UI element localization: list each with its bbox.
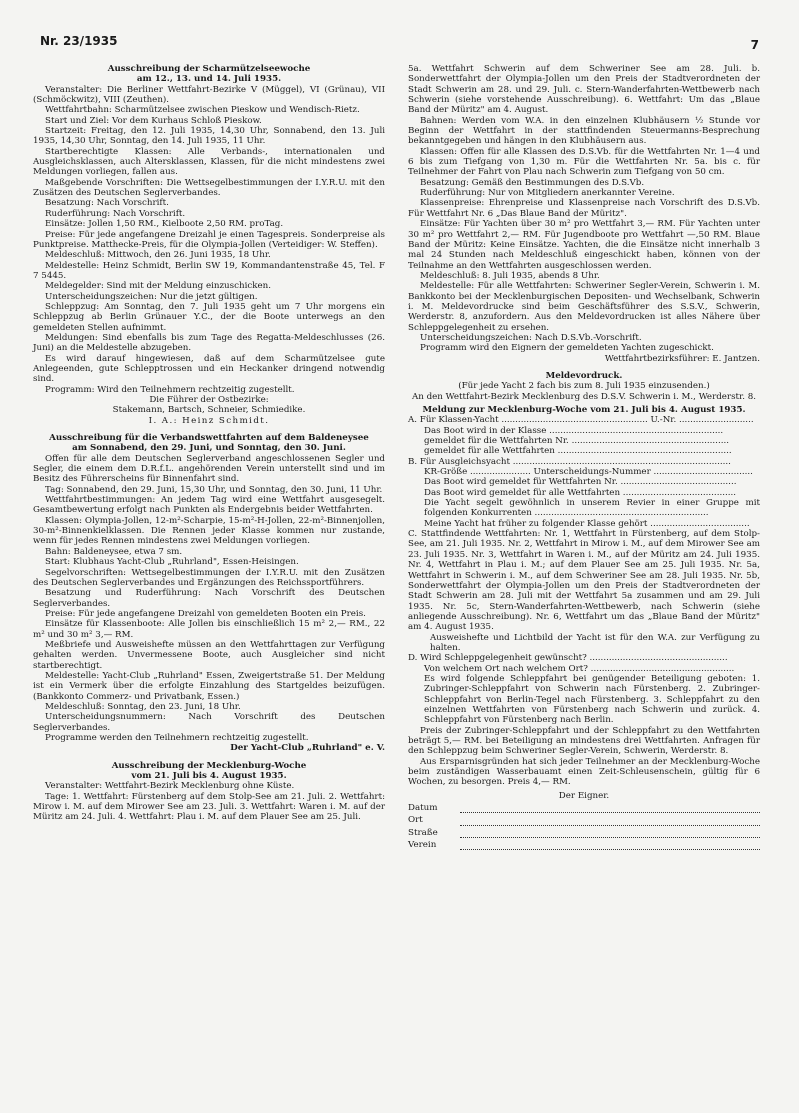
page-header [40,34,759,52]
form-line: B. Für Ausgleichsyacht ............................................................................... [408,456,731,467]
form-line: Meine Yacht hat früher zu folgender Klasse gehört .................................... [424,518,750,529]
paragraph: Klassen: Olympia-Jollen, 12-m²-Scharpie, 15-m²-H-Jollen, 22-m²-Binnenjollen, 30-m²-Binnenkielklassen. Die Rennen jeder Klasse kommen nur zustande, wenn für jedes Rennen mindestens zwei Meldungen vorliegen. [33,515,385,547]
paragraph: Preise: Für jede angefangene Dreizahl je einen Tagespreis. Sonderpreise als Punktpreise. Matthecke-Preis, für die Olympia-Jollen (Verteidiger: W. Steffen). [33,229,385,250]
sign-label: Straße [408,827,438,838]
paragraph: Meßbriefe und Ausweishefte müssen an den Wettfahrttagen zur Verfügung gehalten werden. Unvermessene Boote, auch Ausgleicher sind nicht startberechtigt. [33,639,385,671]
paragraph: Preise: Für jede angefangene Dreizahl von gemeldeten Booten ein Preis. [45,608,366,619]
issue-number: Nr. 23/1935 [40,34,118,48]
paragraph: Unterscheidungsnummern: Nach Vorschrift des Deutschen Seglerverbandes. [33,712,385,733]
paragraph: Tag: Sonnabend, den 29. Juni, 15,30 Uhr, und Sonntag, den 30. Juni, 11 Uhr. [45,484,383,495]
paragraph: Schleppzug: Am Sonntag, den 7. Juli 1935 geht um 7 Uhr morgens ein Schleppzug ab Berlin Grünauer Y.C., der die Boote unterwegs an den gemeldeten Stellen aufnimmt. [33,301,385,333]
paragraph: Programm: Wird den Teilnehmern rechtzeitig zugestellt. [45,384,295,395]
paragraph: Besatzung und Ruderführung: Nach Vorschrift des Deutschen Seglerverbandes. [33,588,385,609]
form-line: KR-Größe ...................... Unterscheidungs-Nummer .................................... [424,467,753,478]
baldeneysee-title: Ausschreibung für die Verbandswettfahrten auf dem Baldeneysee [49,433,369,444]
form-note: (Für jede Yacht 2 fach bis zum 8. Juli 1935 einzusenden.) [458,381,710,392]
paragraph: Veranstalter: Wettfahrt-Bezirk Mecklenburg ohne Küste. [45,781,295,792]
form-title: Meldevordruck. [545,370,623,381]
signature-line: I. A.: Heinz Schmidt. [148,415,270,426]
signature-line: Der Yacht-Club „Ruhrland" e. V. [230,743,385,754]
sign-row-date [408,803,760,813]
paragraph: Start und Ziel: Vor dem Kurhaus Schloß Pieskow. [45,115,262,126]
paragraph: Bahn: Baldeneysee, etwa 7 sm. [45,546,183,557]
paragraph: Meldestelle: Für alle Wettfahrten: Schweriner Segler-Verein, Schwerin i. M. Bankkonto bei der Mecklenburgischen Depositen- und Wechselbank, Schwerin i. M. Meldevordrucke sind beim Geschäftsführer des S.S.V., Schwerin, Werderstr. 8, anzufordern. Aus den Meldevordrucken ist alles Nähere über Schleppgelegenheit zu ersehen. [408,281,760,333]
form-line: Die Yacht segelt gewöhnlich in unserem Revier in einer Gruppe mit folgenden Konkurrenten ............................................................... [424,498,760,519]
scharmuetzel-title: Ausschreibung der Scharmützelseewoche [107,64,311,74]
mecklenburg-date: vom 21. Juli bis 4. August 1935. [131,771,287,782]
form-line: Ausweishefte und Lichtbild der Yacht ist für den W.A. zur Verfügung zu halten. [430,632,760,653]
form-paragraph: Aus Ersparnisgründen hat sich jeder Teilnehmer an der Mecklenburg-Woche beim zuständigen Wasserbauamt einen Zeit-Schleusenschein, gültig für 6 Wochen, zu besorgen. Preis 4,— RM. [408,756,760,788]
paragraph: Ruderführung: Nur von Mitgliedern anerkannter Vereine. [420,188,675,199]
paragraph: Bahnen: Werden vom W.A. in den einzelnen Klubhäusern ½ Stunde vor Beginn der Wettfahrt in der stattfindenden Steuermanns-Besprechung bekanntgegeben und hängen in den Klubhäusern aus. [408,115,760,147]
sign-label: Ort [408,815,423,826]
paragraph: Meldestelle: Yacht-Club „Ruhrland" Essen, Zweigertstraße 51. Der Meldung ist ein Vermerk über die erfolgte Einzahlung des Startgeldes beizufügen. (Bankkonto Commerz- und Privatbank, Essen.) [33,670,385,702]
form-line: A. Für Klassen-Yacht ..................................................... U.-Nr. ........................... [408,415,754,426]
page-number: 7 [750,38,759,52]
sign-row-street [408,828,760,838]
signature-line: Wettfahrtbezirksführer: E. Jantzen. [604,353,760,364]
paragraph: Wettfahrtbestimmungen: An jedem Tag wird eine Wettfahrt ausgesegelt. Gesamtbewertung erfolgt nach Punkten als Endergebnis beider Wettfahrten. [33,495,385,516]
paragraph: Klassen: Offen für alle Klassen des D.S.Vb. für die Wettfahrten Nr. 1—4 und 6 bis zum Tiefgang von 1,30 m. Für die Wettfahrten Nr. 5a. bis c. für Teilnehmer der Fahrt von Plau nach Schwerin zum Tiefgang von 50 cm. [408,146,760,178]
paragraph: Unterscheidungszeichen: Nach D.S.Vb.-Vorschrift. [420,332,642,343]
paragraph: Startberechtigte Klassen: Alle Verbands-, internationalen und Ausgleichsklassen, auch Altersklassen, Klassen, für die nicht mindestens zwei Meldungen vorliegen, fallen aus. [33,146,385,178]
form-paragraph: Es wird folgende Schleppfahrt bei genügender Beteiligung geboten: 1. Zubringer-Schleppfahrt von Schwerin nach Fürstenberg. 2. Zubringer-Schleppfahrt von Berlin-Tegel nach Fürstenberg. 3. Schleppfahrt zu den einzelnen Wettfahrten von Fürstenberg nach Schwerin und zurück. 4. Schleppfahrt von Fürstenberg nach Berlin. [424,673,760,726]
paragraph: Meldeschluß: 8. Juli 1935, abends 8 Uhr. [420,270,600,281]
sign-field-date[interactable] [460,804,760,813]
paragraph: Es wird darauf hingewiesen, daß auf dem Scharmützelsee gute Anlegeenden, gute Schlepptrossen und ein Heckanker dringend notwendig sind. [33,353,385,385]
signature-line: Stakemann, Bartsch, Schneier, Schmiedike. [112,405,306,416]
form-address: An den Wettfahrt-Bezirk Mecklenburg des D.S.V. Schwerin i. M., Werderstr. 8. [411,391,757,402]
paragraph: Start: Klubhaus Yacht-Club „Ruhrland", Essen-Heisingen. [45,557,299,568]
right-column [408,64,760,850]
paragraph: Meldungen: Sind ebenfalls bis zum Tage des Regatta-Meldeschlusses (26. Juni) an die Meldestelle abzugeben. [33,332,385,354]
paragraph: Meldestelle: Heinz Schmidt, Berlin SW 19, Kommandantenstraße 45, Tel. F 7 5445. [33,260,385,281]
baldeneysee-date: am Sonnabend, den 29. Juni, und Sonntag, den 30. Juni. [72,443,346,454]
scharmuetzel-date: am 12., 13. und 14. Juli 1935. [136,74,282,85]
paragraph: 5a. Wettfahrt Schwerin auf dem Schweriner See am 28. Juli. b. Sonderwettfahrt der Olympia-Jollen um den Preis der Stadtverordneten der Stadt Schwerin am 28. und 29. Juli. c. Stern-Wanderfahrten-Wettbewerb nach Schwerin (siehe vorstehende Ausschreibung). 6. Wettfahrt: Um das „Blaue Band der Müritz" am 4. August. [408,64,760,116]
paragraph: Einsätze: Jollen 1,50 RM., Kielboote 2,50 RM. proTag. [45,219,284,230]
paragraph: Meldeschluß: Mittwoch, den 26. Juni 1935, 18 Uhr. [45,250,271,261]
form-line: Von welchem Ort nach welchem Ort? .................................................... [424,663,735,674]
paragraph: Veranstalter: Die Berliner Wettfahrt-Bezirke V (Müggel), VI (Grünau), VII (Schmöckwitz), VIII (Zeuthen). [33,84,385,106]
form-paragraph: Preis der Zubringer-Schleppfahrt und der Schleppfahrt zu den Wettfahrten beträgt 5,— RM. bei Beteiligung an mindestens drei Wettfahrten. Anfragen für den Schleppzug beim Schweriner Segler-Verein, Schwerin, Werderstr. 8. [408,725,760,757]
paragraph: Einsätze: Für Yachten über 30 m² pro Wettfahrt 3,— RM. Für Yachten unter 30 m² pro Wettfahrt 2,— RM. Für Jugendboote pro Wettfahrt —,50 RM. Blaue Band der Müritz: Keine Einsätze. Yachten, die die Einsätze nicht innerhalb 3 mal 24 Stunden nach Meldeschluß eingeschickt haben, können von der Teilnahme an den Wettfahrten ausgeschlossen werden. [408,219,760,271]
sign-field-street[interactable] [460,829,760,838]
paragraph: Wettfahrtbahn: Scharmützelsee zwischen Pieskow und Wendisch-Rietz. [45,105,360,116]
sign-row-place [408,815,760,825]
sign-row-club [408,840,760,850]
signature-line: Die Führer der Ostbezirke: [149,395,269,405]
mecklenburg-title: Ausschreibung der Mecklenburg-Woche [111,760,307,771]
paragraph: Segelvorschriften: Wettsegelbestimmungen der I.Y.R.U. mit den Zusätzen des Deutschen Seglerverbandes und Ergänzungen des Reichssportführers. [33,567,385,588]
paragraph: Startzeit: Freitag, den 12. Juli 1935, 14,30 Uhr, Sonnabend, den 13. Juli 1935, 14,30 Uhr, Sonntag, den 14. Juli 1935, 11 Uhr. [33,126,385,147]
form-line: gemeldet für die Wettfahrten Nr. ......................................................... [424,436,729,447]
form-line: Das Boot wird gemeldet für alle Wettfahrten ......................................... [424,487,737,498]
paragraph: Ruderführung: Nach Vorschrift. [45,208,186,219]
form-line: D. Wird Schleppgelegenheit gewünscht? .................................................. [408,653,728,664]
paragraph: Besatzung: Nach Vorschrift. [45,198,169,209]
paragraph: Einsätze für Klassenboote: Alle Jollen bis einschließlich 15 m² 2,— RM., 22 m² und 30 m² 3,— RM. [33,619,385,640]
paragraph: Programm wird den Eignern der gemeldeten Yachten zugeschickt. [420,343,714,354]
paragraph: Tage: 1. Wettfahrt: Fürstenberg auf dem Stolp-See am 21. Juli. 2. Wettfahrt: Mirow i. M. auf dem Mirower See am 23. Juli. 3. Wettfahrt: Waren i. M. auf der Müritz am 24. Juli. 4. Wettfahrt: Plau i. M. auf dem Plauer See am 25. Juli. [33,791,385,823]
sign-label: Verein [408,840,437,851]
paragraph: Unterscheidungszeichen: Nur die jetzt gültigen. [45,291,258,302]
form-line: gemeldet für alle Wettfahrten ............................................................... [424,446,732,457]
paragraph: Maßgebende Vorschriften: Die Wettsegelbestimmungen der I.Y.R.U. mit den Zusätzen des Deutschen Seglerverbandes. [33,177,385,199]
sign-field-club[interactable] [460,841,760,850]
paragraph: Besatzung: Gemäß den Bestimmungen des D.S.Vb. [420,177,645,188]
form-line: Das Boot wird gemeldet für Wettfahrten Nr. .......................................... [424,477,737,488]
sign-label: Datum [408,803,438,814]
form-section-c: C. Stattfindende Wettfahrten: Nr. 1, Wettfahrt in Fürstenberg, auf dem Stolp-See, am 21. Juli 1935. Nr. 2, Wettfahrt in Mirow i. M., auf dem Mirower See am 23. Juli 1935. Nr. 3, Wettfahrt in Waren i. M., auf der Müritz am 24. Juli 1935. Nr. 4, Wettfahrt in Plau i. M.; auf dem Plauer See am 25. Juli 1935. Nr. 5a, Wettfahrt in Schwerin i. M., auf dem Schweriner See am 28. Juli 1935. Nr. 5b, Sonderwettfahrt der Olympia-Jollen um den Preis der Stadtverordneten der Stadt Schwerin am 28. Juli mit der Wettfahrt 5a zusammen und am 29. Juli 1935. Nr. 5c, Stern-Wanderfahrten-Wettbewerb, nach Schwerin (siehe anliegende Ausschreibung). Nr. 6, Wettfahrt um das „Blaue Band der Müritz" am 4. August 1935. [408,529,760,633]
paragraph: Programme werden den Teilnehmern rechtzeitig zugestellt. [45,733,309,743]
paragraph: Meldeschluß: Sonntag, den 23. Juni, 18 Uhr. [45,701,241,712]
owner-label: Der Eigner. [558,790,610,801]
form-heading: Meldung zur Mecklenburg-Woche vom 21. Juli bis 4. August 1935. [422,405,746,415]
paragraph: Meldegelder: Sind mit der Meldung einzuschicken. [45,281,271,292]
paragraph: Klassenpreise: Ehrenpreise und Klassenpreise nach Vorschrift des D.S.Vb. Für Wettfahrt Nr. 6 „Das Blaue Band der Müritz". [408,198,760,219]
left-column [33,64,385,823]
paragraph: Offen für alle dem Deutschen Seglerverband angeschlossenen Segler und Segler, die einem dem D.R.f.L. angehörenden Verein unterstellt sind und im Besitz des Führerscheins für Binnenfahrt sind. [33,453,385,485]
form-line: Das Boot wird in der Klasse ............................................................... [424,425,724,436]
sign-field-place[interactable] [460,817,760,826]
